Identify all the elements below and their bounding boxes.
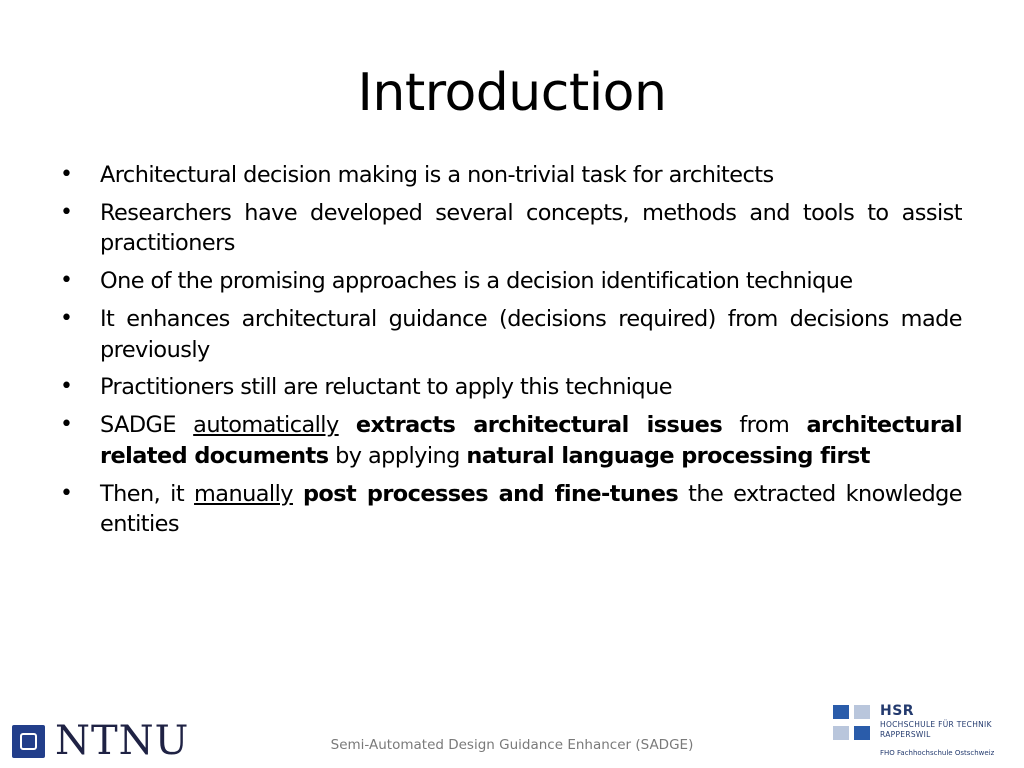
bullet-dot-icon: • (60, 374, 73, 400)
bullet-text-run: One of the promising approaches is a decision identification technique (100, 268, 853, 295)
bullet-item (56, 160, 962, 190)
bullet-text-run: from (722, 412, 807, 439)
bullet-text-run: the extracted knowledge entities (100, 480, 962, 538)
bullet-text-run (293, 481, 303, 507)
ntnu-wordmark: NTNU (55, 718, 190, 764)
bullet-dot-icon: • (60, 480, 73, 506)
bullet-dot-icon: • (60, 268, 73, 294)
bullet-text-run: Practitioners still are reluctant to apply this technique (100, 374, 672, 401)
bullet-item (56, 410, 962, 471)
bullet-text-run: natural language processing first (466, 442, 870, 469)
bullet-item (56, 266, 962, 296)
bullet-dot-icon: • (60, 199, 73, 225)
bullet-dot-icon: • (60, 162, 73, 187)
bullet-item (56, 372, 962, 402)
hsr-logo (833, 703, 1023, 765)
bullet-text-run: Architectural decision making is a non-trivial task for architects (100, 162, 774, 188)
slide-title: Introduction (357, 63, 667, 123)
bullet-item (56, 479, 962, 540)
bullet-text-run: manually (194, 480, 293, 507)
bullet-dot-icon: • (60, 306, 73, 332)
hsr-fho-text: FHO Fachhochschule Ostschweiz (880, 749, 995, 757)
hsr-subtitle (880, 720, 992, 740)
bullet-text-run: It enhances architectural guidance (decisions required) from decisions made previously (100, 306, 962, 363)
bullet-text-run: Then, it (100, 480, 195, 507)
hsr-squares-icon (833, 705, 873, 745)
bullet-text-run: extracts architectural issues (355, 412, 723, 439)
bullet-dot-icon: • (60, 412, 73, 438)
bullet-text-run: architectural related documents (100, 412, 962, 469)
bullet-text-run: automatically (193, 412, 339, 439)
hsr-subtitle-line2: RAPPERSWIL (880, 730, 931, 739)
bullet-text-run (339, 412, 356, 438)
bullet-text-run: by applying (328, 442, 467, 469)
hsr-subtitle-line1: HOCHSCHULE FÜR TECHNIK (880, 720, 992, 729)
bullet-text-run: post processes and fine-tunes (302, 480, 679, 507)
bullet-text-run: SADGE (100, 412, 194, 439)
bullet-item (56, 304, 962, 365)
hsr-title: HSR (880, 703, 915, 719)
bullet-list (56, 160, 962, 547)
footer-caption: Semi-Automated Design Guidance Enhancer (SADGE) (330, 737, 694, 753)
bullet-item (56, 198, 962, 259)
bullet-text-run: Researchers have developed several concepts, methods and tools to assist practitioners (100, 199, 962, 257)
